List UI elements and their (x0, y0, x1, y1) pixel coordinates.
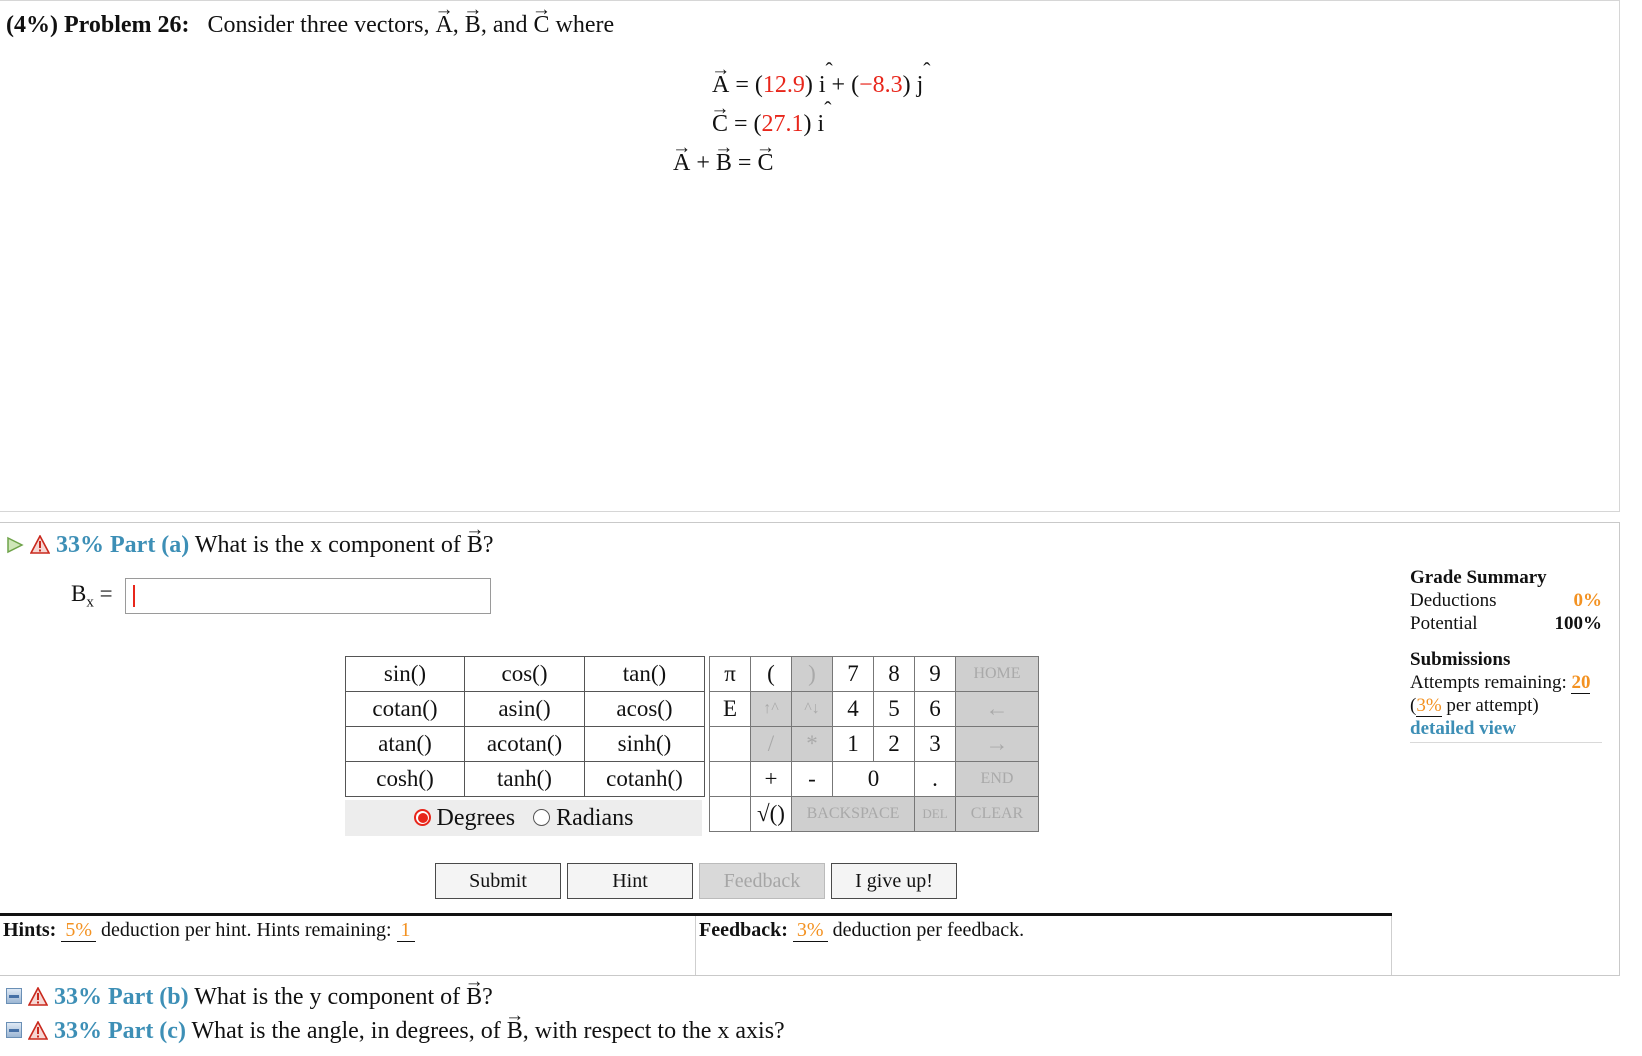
key-acotan[interactable]: acotan() (464, 726, 585, 762)
key-asin[interactable]: asin() (464, 691, 585, 727)
hints-right-divider (1391, 916, 1392, 975)
grade-summary (1410, 567, 1602, 743)
key-acos[interactable]: acos() (584, 691, 705, 727)
key-plus[interactable]: + (750, 761, 792, 797)
answer-label: $B_x$ = (71, 581, 113, 611)
grade-summary-title: Grade Summary (1410, 567, 1547, 588)
vector-b: → B (465, 12, 481, 39)
part-c-header[interactable]: 33% Part (c) What is the angle, in degrees, of → B, with respect to the x axis? (6, 1018, 785, 1045)
equation-c: → C = (27.1) i ˆ (712, 111, 824, 138)
key-5[interactable]: 5 (873, 691, 915, 727)
key-3[interactable]: 3 (914, 726, 956, 762)
key-backspace[interactable]: BACKSPACE (791, 796, 915, 832)
numeric-keypad (709, 656, 1045, 838)
part-a-label: Part (a) (110, 532, 190, 558)
key-atan[interactable]: atan() (345, 726, 465, 762)
c-x-value: 27.1 (761, 111, 804, 137)
potential-value: 100% (1554, 613, 1602, 634)
hints-remaining: 1 (397, 919, 415, 942)
warning-icon (28, 987, 48, 1007)
key-open-paren[interactable]: ( (750, 656, 792, 692)
text-cursor (133, 585, 135, 607)
key-del[interactable]: DEL (914, 796, 956, 832)
deductions-row: Deductions 0% (1410, 590, 1602, 611)
warning-icon (28, 1021, 48, 1041)
key-close-paren[interactable]: ) (791, 656, 833, 692)
degrees-radio[interactable] (414, 809, 431, 826)
part-a-vector: → B (467, 532, 483, 559)
problem-label: Problem 26: (63, 12, 190, 38)
attempts-value: 20 (1571, 672, 1591, 693)
a-x-value: 12.9 (762, 72, 805, 98)
key-end[interactable]: END (955, 761, 1039, 797)
problem-weight: (4%) (6, 12, 58, 38)
a-y-value: −8.3 (859, 72, 903, 98)
answer-input[interactable] (125, 578, 491, 614)
part-a-question: What is the x component of (194, 532, 461, 558)
key-pi[interactable]: π (709, 656, 751, 692)
feedback-info: Feedback: 3% deduction per feedback. (699, 919, 1025, 941)
key-0[interactable]: 0 (832, 761, 915, 797)
give-up-button[interactable]: I give up! (831, 863, 957, 899)
hints-info: Hints: 5% deduction per hint. Hints remaining: 1 (3, 919, 415, 942)
equation-sum: → A + → B = → C (673, 150, 773, 177)
expand-arrow-icon[interactable] (6, 536, 24, 554)
key-multiply[interactable]: * (791, 726, 833, 762)
degrees-label[interactable]: Degrees (436, 805, 516, 831)
key-tanh[interactable]: tanh() (464, 761, 585, 797)
key-decimal[interactable]: . (914, 761, 956, 797)
key-9[interactable]: 9 (914, 656, 956, 692)
key-sin[interactable]: sin() (345, 656, 465, 692)
part-b-header[interactable]: 33% Part (b) What is the y component of → B? (6, 984, 493, 1011)
feedback-button[interactable]: Feedback (699, 863, 825, 899)
key-down-arrow[interactable]: ^↓ (791, 691, 833, 727)
submissions-title: Submissions (1410, 649, 1511, 670)
key-2[interactable]: 2 (873, 726, 915, 762)
submit-button[interactable]: Submit (435, 863, 561, 899)
key-4[interactable]: 4 (832, 691, 874, 727)
key-cos[interactable]: cos() (464, 656, 585, 692)
angle-mode-selector (345, 800, 702, 836)
vector-c: → C (533, 12, 549, 39)
key-tan[interactable]: tan() (584, 656, 705, 692)
feedback-deduction: 3% (793, 919, 828, 942)
vector-a: → A (435, 12, 452, 39)
key-blank-3 (709, 796, 751, 832)
hint-deduction: 5% (61, 919, 96, 942)
detailed-view-link[interactable]: detailed view (1410, 718, 1517, 739)
expand-part-b-icon[interactable] (6, 988, 22, 1004)
key-1[interactable]: 1 (832, 726, 874, 762)
key-blank-2 (709, 761, 751, 797)
attempts-row: Attempts remaining: 20 (1410, 672, 1591, 693)
key-cotan[interactable]: cotan() (345, 691, 465, 727)
key-8[interactable]: 8 (873, 656, 915, 692)
radians-label[interactable]: Radians (556, 805, 634, 831)
equation-a: → A = (12.9) i ˆ + (−8.3) j ˆ (712, 72, 923, 99)
hint-button[interactable]: Hint (567, 863, 693, 899)
radians-radio[interactable] (533, 809, 550, 826)
key-sqrt[interactable]: √() (750, 796, 792, 832)
deductions-value: 0% (1573, 590, 1602, 611)
key-sinh[interactable]: sinh() (584, 726, 705, 762)
key-e[interactable]: E (709, 691, 751, 727)
key-6[interactable]: 6 (914, 691, 956, 727)
problem-statement: (4%) Problem 26: Consider three vectors, → A, → B, and → C where (6, 12, 614, 39)
hints-divider (695, 916, 696, 975)
key-blank (709, 726, 751, 762)
function-keypad (345, 656, 705, 800)
key-up-arrow[interactable]: ↑^ (750, 691, 792, 727)
potential-row: Potential 100% (1410, 613, 1602, 634)
part-a-header[interactable]: 33% Part (a) What is the x component of → B? (6, 532, 493, 559)
key-left-arrow[interactable]: ← (955, 691, 1039, 727)
expand-part-c-icon[interactable] (6, 1022, 22, 1038)
key-clear[interactable]: CLEAR (955, 796, 1039, 832)
key-minus[interactable]: - (791, 761, 833, 797)
key-7[interactable]: 7 (832, 656, 874, 692)
key-right-arrow[interactable]: → (955, 726, 1039, 762)
key-home[interactable]: HOME (955, 656, 1039, 692)
key-cotanh[interactable]: cotanh() (584, 761, 705, 797)
per-attempt-row: (3% per attempt) (1410, 695, 1539, 716)
key-divide[interactable]: / (750, 726, 792, 762)
key-cosh[interactable]: cosh() (345, 761, 465, 797)
problem-text: Consider three vectors, (207, 12, 430, 38)
part-a-percent: 33% (56, 532, 104, 558)
warning-icon (30, 535, 50, 555)
